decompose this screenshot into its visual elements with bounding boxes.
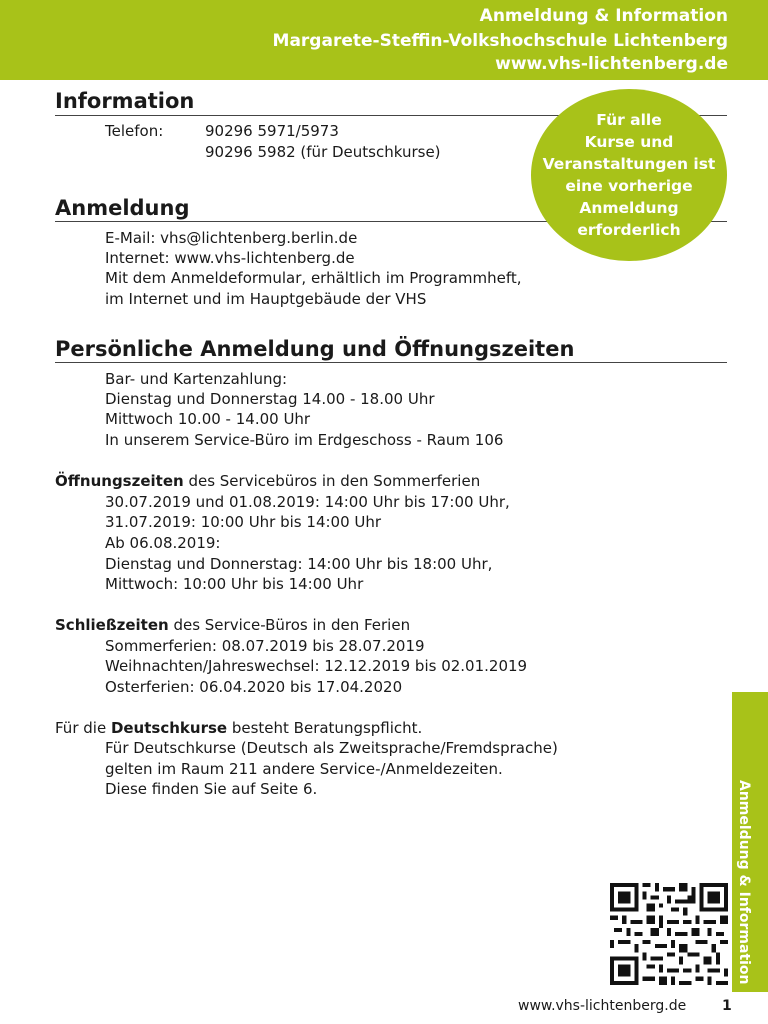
badge-line: Für alle — [596, 111, 662, 129]
section-title-information: Information — [55, 89, 195, 113]
anmeldung-line: im Internet und im Hauptgebäude der VHS — [105, 290, 427, 308]
badge-line: Kurse und — [584, 133, 674, 151]
page-number: 1 — [722, 998, 732, 1014]
oeffnung-line: Mittwoch: 10:00 Uhr bis 14:00 Uhr — [105, 575, 364, 593]
qr-code-icon[interactable] — [610, 882, 728, 986]
anmeldung-email[interactable]: E-Mail: vhs@lichtenberg.berlin.de — [105, 229, 358, 247]
oeffnung-heading — [55, 472, 480, 490]
oeffnung-rest: des Servicebüros in den Sommerferien — [183, 472, 481, 490]
deutsch-heading — [55, 719, 422, 737]
badge-line: Anmeldung — [579, 199, 679, 217]
section-divider — [55, 362, 727, 363]
header-bar — [0, 0, 768, 80]
side-tab-label: Anmeldung & Information — [736, 780, 752, 985]
anmeldung-line: Mit dem Anmeldeformular, erhältlich im Programmheft, — [105, 269, 522, 287]
header-title: Anmeldung & Information — [479, 6, 728, 26]
section-title-persoenlich: Persönliche Anmeldung und Öffnungszeiten — [55, 337, 575, 361]
deutsch-rest: besteht Beratungspflicht. — [227, 719, 423, 737]
deutsch-bold: Deutschkurse — [110, 719, 228, 737]
footer-website[interactable]: www.vhs-lichtenberg.de — [518, 998, 687, 1014]
header-school-name: Margarete-Steffin-Volkshochschule Lichtenberg — [272, 31, 728, 51]
persoenlich-line: Dienstag und Donnerstag 14.00 - 18.00 Uhr — [105, 390, 435, 408]
oeffnung-line: Dienstag und Donnerstag: 14:00 Uhr bis 18:00 Uhr, — [105, 555, 493, 573]
schliess-rest: des Service-Büros in den Ferien — [168, 616, 411, 634]
notice-badge — [531, 89, 727, 261]
header-website[interactable]: www.vhs-lichtenberg.de — [495, 54, 728, 74]
schliess-line: Osterferien: 06.04.2020 bis 17.04.2020 — [105, 678, 403, 696]
phone-number-2: 90296 5982 (für Deutschkurse) — [205, 143, 441, 161]
oeffnung-bold: Öffnungszeiten — [55, 472, 184, 490]
schliess-line: Sommerferien: 08.07.2019 bis 28.07.2019 — [105, 637, 425, 655]
schliess-line: Weihnachten/Jahreswechsel: 12.12.2019 bis 02.01.2019 — [105, 657, 528, 675]
persoenlich-line: In unserem Service-Büro im Erdgeschoss - Raum 106 — [105, 431, 504, 449]
phone-label: Telefon: — [105, 122, 164, 140]
deutsch-line: Diese finden Sie auf Seite 6. — [105, 780, 318, 798]
anmeldung-internet[interactable]: Internet: www.vhs-lichtenberg.de — [105, 249, 355, 267]
oeffnung-line: 31.07.2019: 10:00 Uhr bis 14:00 Uhr — [105, 513, 382, 531]
schliess-bold: Schließzeiten — [55, 616, 169, 634]
deutsch-pre: Für die — [55, 719, 111, 737]
oeffnung-line: 30.07.2019 und 01.08.2019: 14:00 Uhr bis 17:00 Uhr, — [105, 493, 510, 511]
deutsch-line: Für Deutschkurse (Deutsch als Zweitsprache/Fremdsprache) — [105, 739, 558, 757]
badge-line: Veranstaltungen ist — [542, 155, 716, 173]
deutsch-line: gelten im Raum 211 andere Service-/Anmeldezeiten. — [105, 760, 503, 778]
oeffnung-line: Ab 06.08.2019: — [105, 534, 221, 552]
phone-number-1: 90296 5971/5973 — [205, 122, 339, 140]
section-title-anmeldung: Anmeldung — [55, 196, 190, 220]
badge-line: erforderlich — [577, 221, 681, 239]
persoenlich-line: Mittwoch 10.00 - 14.00 Uhr — [105, 410, 311, 428]
side-tab — [732, 692, 768, 992]
persoenlich-line: Bar- und Kartenzahlung: — [105, 370, 288, 388]
schliess-heading — [55, 616, 410, 634]
badge-line: eine vorherige — [565, 177, 693, 195]
